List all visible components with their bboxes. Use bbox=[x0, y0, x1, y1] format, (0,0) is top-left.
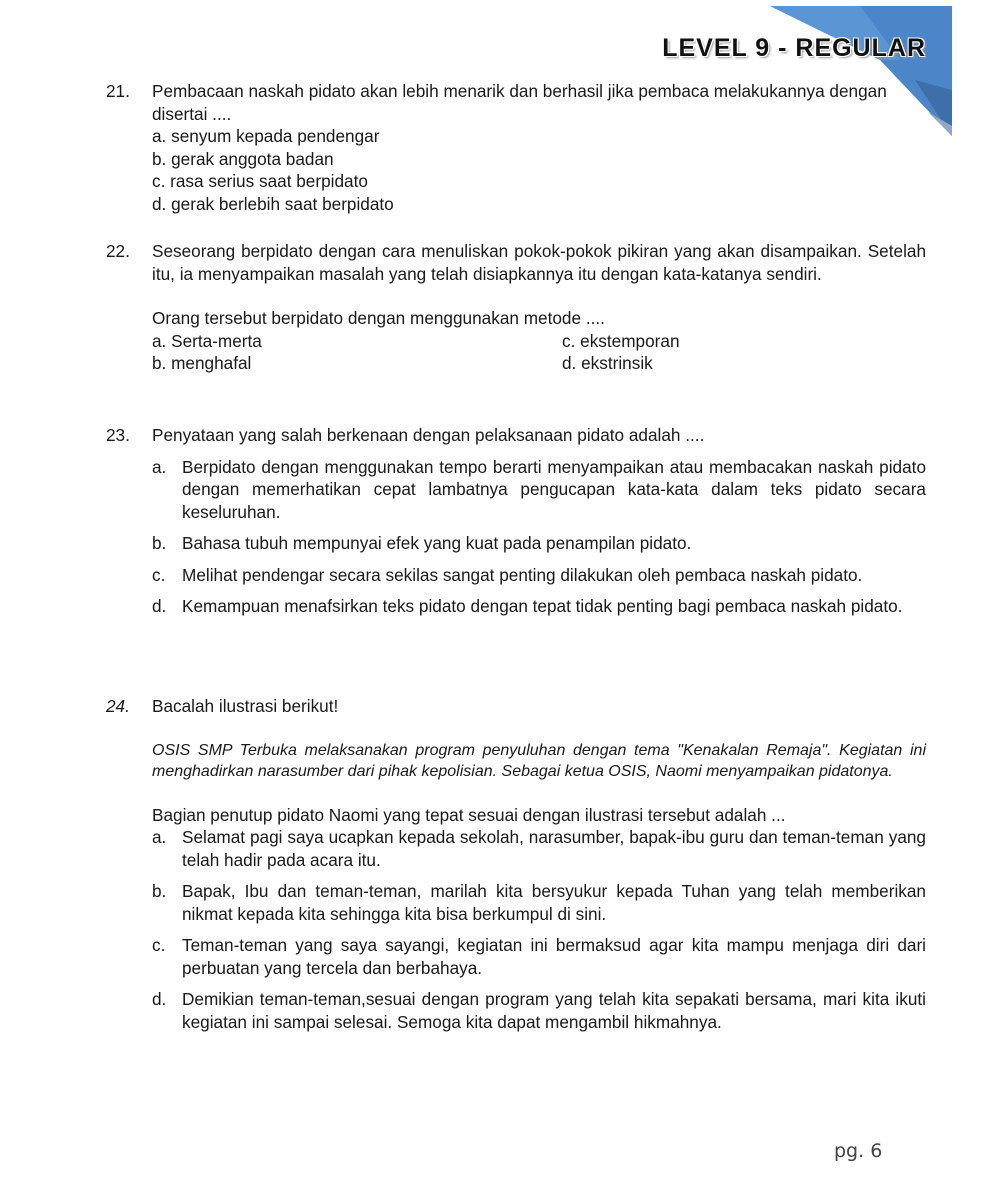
question-22 bbox=[106, 240, 926, 375]
option-letter: a. bbox=[152, 456, 167, 477]
question-number: 22. bbox=[106, 241, 130, 261]
option-b[interactable] bbox=[152, 880, 926, 925]
question-number: 23. bbox=[106, 425, 130, 445]
question-23 bbox=[106, 424, 926, 618]
level-title: LEVEL 9 - REGULAR bbox=[662, 34, 926, 62]
option-text: Demikian teman-teman,sesuai dengan program yang telah kita sepakati bersama, mari kita ikuti kegiatan ini sampai selesai. Semoga kita dapat mengambil hikmahnya. bbox=[182, 989, 926, 1032]
option-b[interactable]: b. gerak anggota badan bbox=[152, 148, 334, 169]
option-text: Teman-teman yang saya sayangi, kegiatan ini bermaksud agar kita mampu menjaga diri dari perbuatan yang tercela dan berbahaya. bbox=[182, 935, 926, 978]
question-text: Seseorang berpidato dengan cara menuliskan pokok-pokok pikiran yang akan disampaikan. Setelah itu, ia menyampaikan masalah yang telah disiapkannya itu dengan kata-katanya sendiri. bbox=[152, 241, 926, 284]
option-letter: a. bbox=[152, 827, 167, 847]
page-number: pg. 6 bbox=[834, 1140, 883, 1162]
option-b[interactable]: b. menghafal bbox=[152, 353, 252, 373]
option-d[interactable]: d. gerak berlebih saat berpidato bbox=[152, 193, 394, 214]
question-text: Bacalah ilustrasi berikut! bbox=[152, 696, 339, 716]
option-a[interactable]: a. senyum kepada pendengar bbox=[152, 126, 380, 146]
question-prompt: Orang tersebut berpidato dengan menggunakan metode .... bbox=[152, 308, 605, 328]
option-d[interactable] bbox=[152, 595, 926, 618]
question-text: Pembacaan naskah pidato akan lebih menarik dan berhasil jika pembaca melakukannya dengan disertai .... bbox=[152, 81, 887, 124]
question-24 bbox=[106, 695, 926, 1033]
option-text: Selamat pagi saya ucapkan kepada sekolah, narasumber, bapak-ibu guru dan teman-teman yang telah hadir pada acara itu. bbox=[182, 827, 926, 870]
option-c[interactable] bbox=[152, 564, 926, 587]
option-c[interactable]: c. rasa serius saat berpidato bbox=[152, 171, 368, 191]
option-letter: d. bbox=[152, 989, 167, 1009]
option-b[interactable] bbox=[152, 532, 926, 555]
option-d[interactable] bbox=[152, 988, 926, 1033]
option-letter: d. bbox=[152, 596, 167, 616]
option-a[interactable] bbox=[152, 826, 926, 871]
option-c[interactable]: c. ekstemporan bbox=[562, 330, 680, 351]
option-text: Bahasa tubuh mempunyai efek yang kuat pada penampilan pidato. bbox=[182, 533, 692, 553]
option-letter: c. bbox=[152, 564, 166, 585]
question-21 bbox=[106, 80, 926, 215]
option-letter: c. bbox=[152, 935, 166, 955]
options-grid bbox=[152, 330, 926, 375]
question-text: Penyataan yang salah berkenaan dengan pelaksanaan pidato adalah .... bbox=[152, 425, 705, 445]
option-a[interactable]: a. Serta-merta bbox=[152, 330, 262, 351]
question-number: 21. bbox=[106, 81, 130, 101]
option-letter: b. bbox=[152, 881, 167, 901]
illustration-text: OSIS SMP Terbuka melaksanakan program penyuluhan dengan tema "Kenakalan Remaja". Kegiatan ini menghadirkan narasumber dari pihak kepolisian. Sebagai ketua OSIS, Naomi menyampaikan pidatonya. bbox=[152, 741, 926, 780]
question-number: 24. bbox=[106, 696, 130, 716]
option-d[interactable]: d. ekstrinsik bbox=[562, 353, 653, 373]
option-a[interactable] bbox=[152, 456, 926, 524]
option-c[interactable] bbox=[152, 934, 926, 979]
option-text: Melihat pendengar secara sekilas sangat penting dilakukan oleh pembaca naskah pidato. bbox=[182, 564, 863, 585]
option-text: Berpidato dengan menggunakan tempo berarti menyampaikan atau membacakan naskah pidato dengan memerhatikan cepat lambatnya pengucapan kata-kata dalam teks pidato secara keseluruhan. bbox=[182, 456, 926, 522]
option-text: Kemampuan menafsirkan teks pidato dengan tepat tidak penting bagi pembaca naskah pidato. bbox=[182, 596, 903, 616]
question-prompt: Bagian penutup pidato Naomi yang tepat sesuai dengan ilustrasi tersebut adalah ... bbox=[152, 804, 786, 825]
option-letter: b. bbox=[152, 533, 167, 553]
option-text: Bapak, Ibu dan teman-teman, marilah kita bersyukur kepada Tuhan yang telah memberikan nikmat kepada kita sehingga kita bisa berkumpul di sini. bbox=[182, 881, 926, 924]
